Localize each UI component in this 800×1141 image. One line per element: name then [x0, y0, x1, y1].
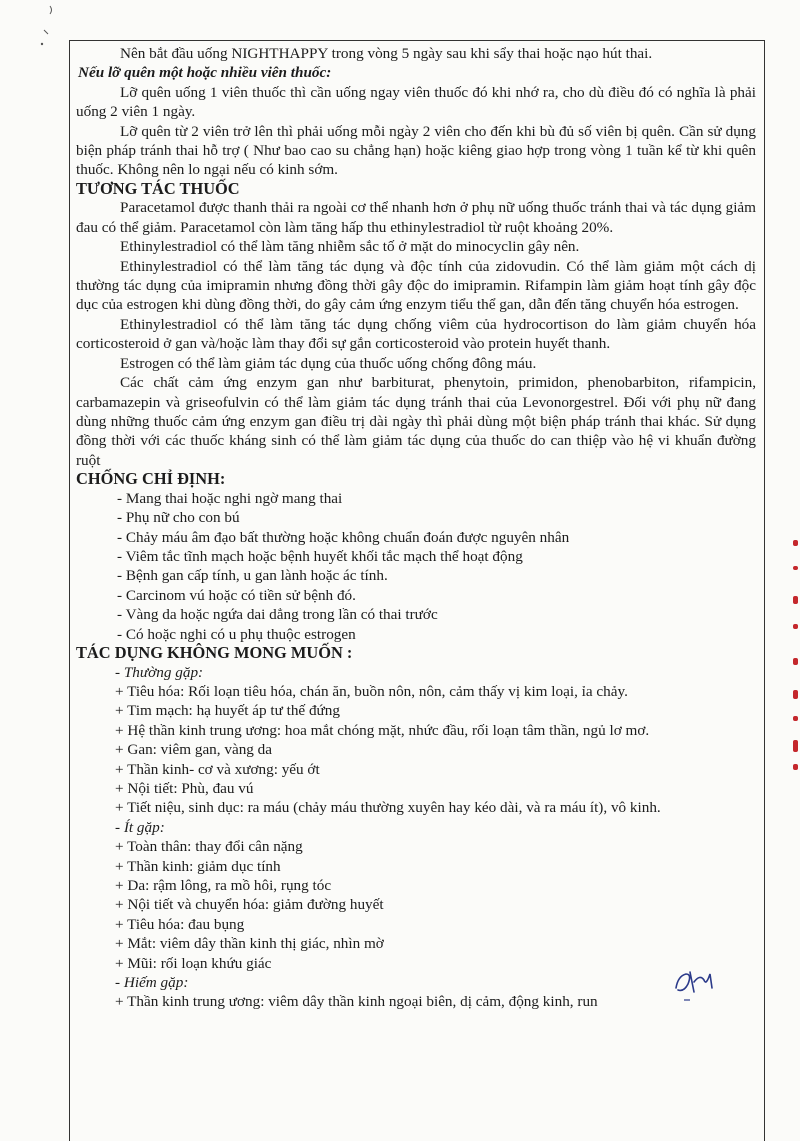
interactions-heading: TƯƠNG TÁC THUỐC — [76, 178, 240, 198]
corner-scribble — [20, 0, 60, 55]
interactions-paragraph-3: Ethinylestradiol có thể làm tăng tác dụng và độc tính của zidovudin. Có thể làm giảm một cách dị thường tác dụng của imipramin nhưng đồng thời gây độc do imipramin. Rifampin làm giảm hoạt tính gây độc dục của estrogen khi dùng đồng thời, do gây cảm ứng enzym tiểu thể gan, dẫn đến tăng chuyển hóa estrogen. — [76, 257, 756, 314]
list-item: - Mang thai hoặc nghi ngờ mang thai — [117, 489, 343, 507]
list-item: - Bệnh gan cấp tính, u gan lành hoặc ác tính. — [117, 567, 388, 585]
missed-dose-heading: Nếu lỡ quên một hoặc nhiều viên thuốc: — [78, 64, 332, 82]
list-item: + Thần kinh trung ương: viêm dây thần kinh ngoại biên, dị cảm, động kinh, run — [115, 993, 598, 1011]
interactions-paragraph-5: Estrogen có thể làm giảm tác dụng của thuốc uống chống đông máu. — [120, 354, 537, 372]
list-item: + Nội tiết: Phù, đau vú — [115, 780, 254, 797]
list-item: + Mũi: rối loạn khứu giác — [115, 954, 272, 972]
list-item: - Có hoặc nghi có u phụ thuộc estrogen — [117, 625, 356, 643]
missed-dose-paragraph-2: Lỡ quên từ 2 viên trở lên thì phải uống mỗi ngày 2 viên cho đến khi bù đủ số viên bị quên. Cần sử dụng biện pháp tránh thai hỗ trợ ( Như bao cao su chẳng hạn) hoặc kiêng giao hợp trong vòng 1 tuần kể từ khi quên thuốc. Không nên lo ngại nếu có kinh sớm. — [76, 122, 756, 179]
list-item: + Thần kinh- cơ và xương: yếu ớt — [115, 760, 320, 778]
list-item: + Tiêu hóa: đau bụng — [115, 915, 245, 933]
interactions-paragraph-6: Các chất cảm ứng enzym gan như barbiturat, phenytoin, primidon, phenobarbiton, rifampicin, carbamazepin và griseofulvin có thể làm giảm tác dụng tránh thai của Levonorgestrel. Đối với phụ nữ đang dùng những thuốc cảm ứng enzym gan điều trị dài ngày thì phải dùng một biện pháp tránh thai khác. Sử dụng đồng thời với các thuốc kháng sinh có thể làm giảm tác dụng của thuốc do can thiệp vào hệ vi khuẩn đường ruột — [76, 374, 756, 469]
missed-dose-paragraph-1: Lỡ quên uống 1 viên thuốc thì cần uống ngay viên thuốc đó khi nhớ ra, cho dù điều đó có nghĩa là phải uống 2 viên 1 ngày. — [76, 83, 756, 121]
rare-effects-list — [76, 992, 756, 1011]
intro-paragraph: Nên bắt đầu uống NIGHTHAPPY trong vòng 5 ngày sau khi sẩy thai hoặc nạo hút thai. — [120, 45, 653, 62]
list-item: + Thần kinh: giảm dục tính — [115, 857, 281, 875]
list-item: + Da: rậm lông, ra mồ hôi, rụng tóc — [115, 877, 332, 895]
contraindications-heading: CHỐNG CHỈ ĐỊNH: — [76, 469, 226, 489]
interactions-paragraph-1: Paracetamol được thanh thải ra ngoài cơ thể nhanh hơn ở phụ nữ uống thuốc tránh thai và tác dụng giảm đau có thể giảm. Paracetamol còn làm tăng hấp thu ethinylestradiol từ ruột khoảng 20%. — [76, 199, 756, 236]
list-item: - Vàng da hoặc ngứa dai dẳng trong lần có thai trước — [117, 606, 438, 624]
common-label: - Thường gặp: — [115, 663, 204, 681]
uncommon-label: - Ít gặp: — [115, 818, 165, 836]
list-item: + Tiêu hóa: Rối loạn tiêu hóa, chán ăn, buồn nôn, nôn, cảm thấy vị kim loại, ỉa chảy. — [115, 682, 628, 700]
list-item: + Hệ thần kinh trung ương: hoa mắt chóng mặt, nhức đầu, rối loạn tâm thần, ngủ lơ mơ. — [115, 721, 650, 739]
interactions-paragraph-2: Ethinylestradiol có thể làm tăng nhiễm sắc tố ở mặt do minocyclin gây nên. — [120, 238, 580, 256]
list-item: - Phụ nữ cho con bú — [117, 509, 240, 527]
common-effects-list — [76, 682, 756, 818]
list-item: + Nội tiết và chuyển hóa: giảm đường huyết — [115, 896, 384, 914]
list-item: + Gan: viêm gan, vàng da — [115, 741, 273, 759]
uncommon-effects-list — [76, 837, 756, 973]
red-edge-marks — [786, 540, 800, 780]
list-item: + Mắt: viêm dây thần kinh thị giác, nhìn mờ — [115, 935, 384, 953]
document-body — [76, 44, 756, 1012]
list-item: + Tim mạch: hạ huyết áp tư thế đứng — [115, 702, 340, 720]
rare-label: - Hiếm gặp: — [115, 974, 189, 992]
contraindications-list — [76, 489, 756, 644]
list-item: + Tiết niệu, sinh dục: ra máu (chảy máu thường xuyên hay kéo dài, và ra máu ít), vô kinh. — [115, 799, 661, 817]
adverse-effects-heading: TÁC DỤNG KHÔNG MONG MUỐN : — [76, 642, 353, 662]
handwritten-signature — [670, 960, 730, 1015]
list-item: - Chảy máu âm đạo bất thường hoặc không chuẩn đoán được nguyên nhân — [117, 528, 570, 546]
list-item: + Toàn thân: thay đổi cân nặng — [115, 838, 303, 856]
list-item: - Carcinom vú hoặc có tiền sử bệnh đó. — [117, 586, 356, 604]
list-item: - Viêm tắc tĩnh mạch hoặc bệnh huyết khối tắc mạch thể hoạt động — [117, 547, 523, 565]
interactions-paragraph-4: Ethinylestradiol có thể làm tăng tác dụng chống viêm của hydrocortison do làm giảm chuyển hóa corticosteroid ở gan và/hoặc làm thay đổi sự gắn corticosteroid vào protein huyết thanh. — [76, 315, 756, 353]
